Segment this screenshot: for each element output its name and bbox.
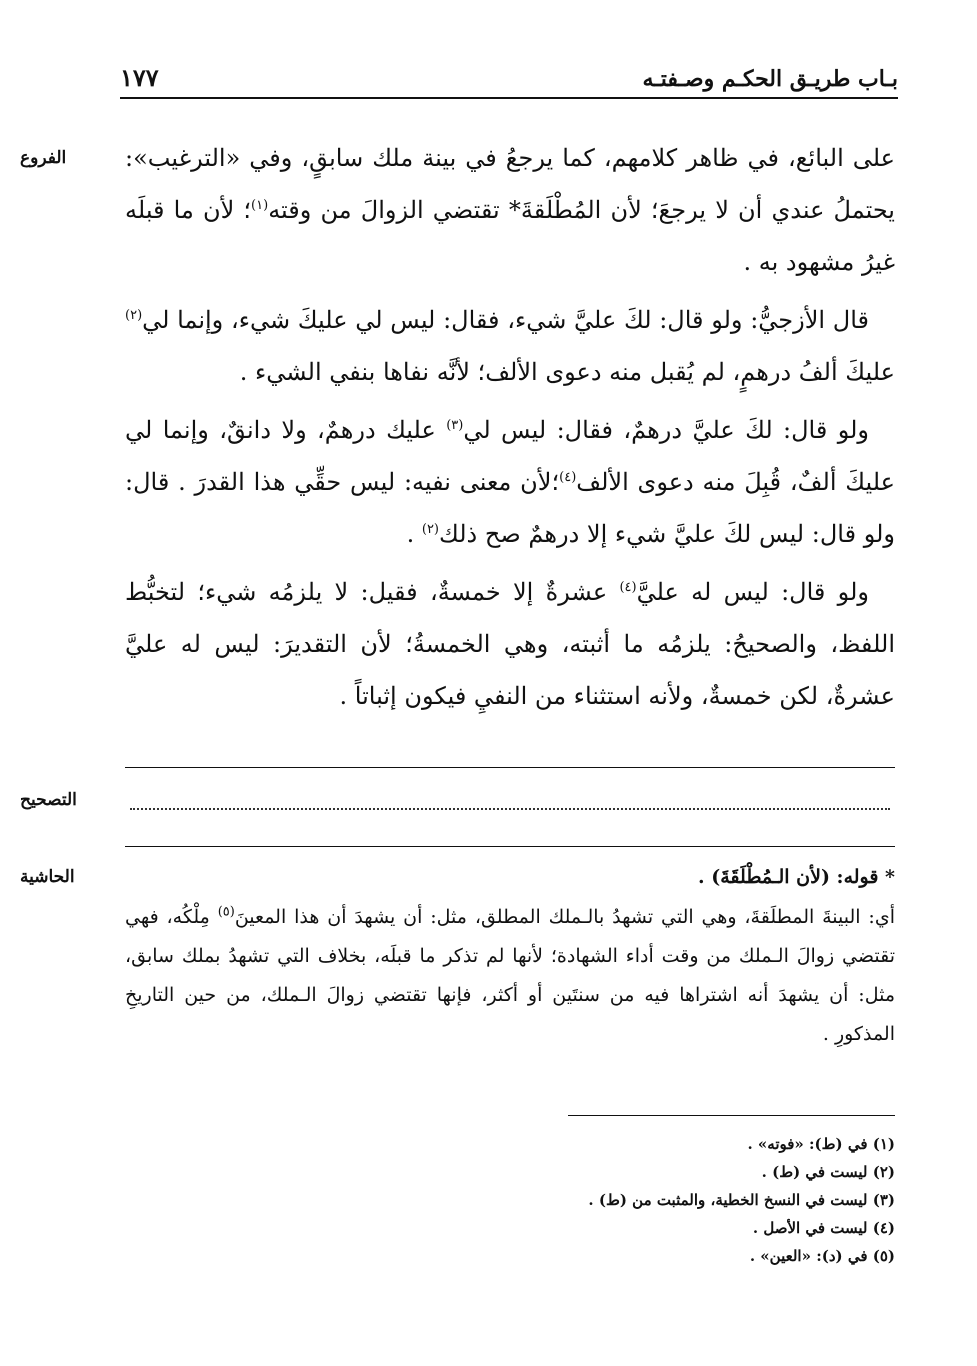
side-label-hashiya: الحاشية <box>20 867 75 887</box>
paragraph-text: ولو قال: لكَ عليَّ درهمٌ، فقال: ليس لي <box>463 416 870 444</box>
paragraph-text: قال الأزجيُّ: ولو قال: لكَ عليَّ شيء، فقال: ليس لي عليكَ شيء، وإنما لي <box>142 306 869 334</box>
page-header <box>120 62 898 92</box>
hashiya-text: مِلْكُه، فهي تقتضي زوالَ الـملك من وقت أداء الشهادة؛ لأنها لم تذكر ما قبلَه، بخلاف التي تشهدُ بملك سابق، مثل: أن يشهدَ أنه اشتراها فيه من سنتَين أو أكثر، فإنها تقتضي زوالَ الـملك، من حين التاريخِ المذكورِ . <box>125 906 895 1045</box>
paragraph-text: . <box>406 520 422 548</box>
paragraph-text: عليك درهمٌ، ولا دانقٌ، وإنما لي عليكَ ألفٌ، قُبِلَ منه دعوى الألف <box>125 416 895 496</box>
footnote-marker: (٤) <box>619 580 637 595</box>
footnote-item: (٢) ليست في (ط) . <box>761 1163 895 1181</box>
correction-rule-top <box>125 767 895 768</box>
header-rule <box>120 97 898 99</box>
main-text <box>125 132 895 728</box>
hashiya-heading: * قوله: (لأن الـمُطْلَقَةَ) . <box>698 866 895 888</box>
footnote-marker: (٥) <box>217 904 235 920</box>
main-paragraph-3 <box>125 404 895 560</box>
footnote-marker: (٣) <box>446 418 464 433</box>
footnotes-list <box>125 1130 895 1270</box>
footnote-item: (٣) ليست في النسخ الخطية، والمثبت من (ط) . <box>588 1191 895 1209</box>
footnote-item: (١) في (ط): «فوته» . <box>747 1135 895 1153</box>
chapter-title: بـاب طريـق الحكـم وصـفتـه <box>642 66 898 92</box>
footnote-rule <box>568 1115 895 1116</box>
hashiya-body <box>125 898 895 1054</box>
hashiya-text: أي: البينةَ المطلَقةَ، وهي التي تشهدُ بالـملك المطلق، مثل: أن يشهدَ أن هذا المعينَ <box>234 906 895 928</box>
footnote-marker: (٢) <box>125 308 143 323</box>
paragraph-text: ولو قال: ليس له عليَّ <box>636 578 869 606</box>
paragraph-text: عليكَ ألفُ درهمٍ، لم يُقبل منه دعوى الألف؛ لأنَّه نفاها بنفي الشيء . <box>239 358 895 386</box>
hashiya-section <box>125 866 895 1054</box>
footnote-item: (٤) ليست في الأصل . <box>752 1219 895 1237</box>
paragraph-text: عشرةٌ إلا خمسةٌ، فقيل: لا يلزمُه شيء؛ لتخبُّط اللفظ، والصحيحُ: يلزمُه ما أثبته، وهي الخمسةُ؛ لأن التقديرَ: ليس له عليَّ عشرةٌ، لكن خمسةٌ، ولأنه استثناء من النفيِ فيكون إثباتاً . <box>125 578 896 710</box>
paragraph-text: ؛ لأن ما قبلَه غيرُ مشهود به . <box>125 196 895 276</box>
main-paragraph-4 <box>125 566 895 722</box>
correction-rule-bottom <box>125 846 895 847</box>
correction-dotted-line <box>130 790 890 810</box>
page-number: ١٧٧ <box>120 63 159 92</box>
paragraph-text: ؛لأن معنى نفيه: ليس حقِّي هذا القدرَ . قال: ولو قال: ليس لكَ عليَّ شيء إلا درهمٌ صح ذلك <box>125 468 895 548</box>
footnote-marker: (٢) <box>421 522 439 537</box>
footnote-marker: (١) <box>251 198 269 213</box>
side-label-tashih: التصحيح <box>20 790 77 810</box>
side-label-furu: الفروع <box>20 148 67 168</box>
footnote-item: (٥) في (د): «العين» . <box>749 1247 895 1265</box>
main-paragraph-1 <box>125 132 895 288</box>
paragraph-text: على البائع، في ظاهر كلامهم، كما يرجعُ في بينة ملك سابقٍ، وفي «الترغيب»: يحتملُ عندي أن لا يرجعَ؛ لأن المُطْلَقةَ* تقتضي الزوالَ من وقته <box>125 144 895 224</box>
main-paragraph-2 <box>125 294 895 398</box>
footnote-marker: (٤) <box>559 470 577 485</box>
